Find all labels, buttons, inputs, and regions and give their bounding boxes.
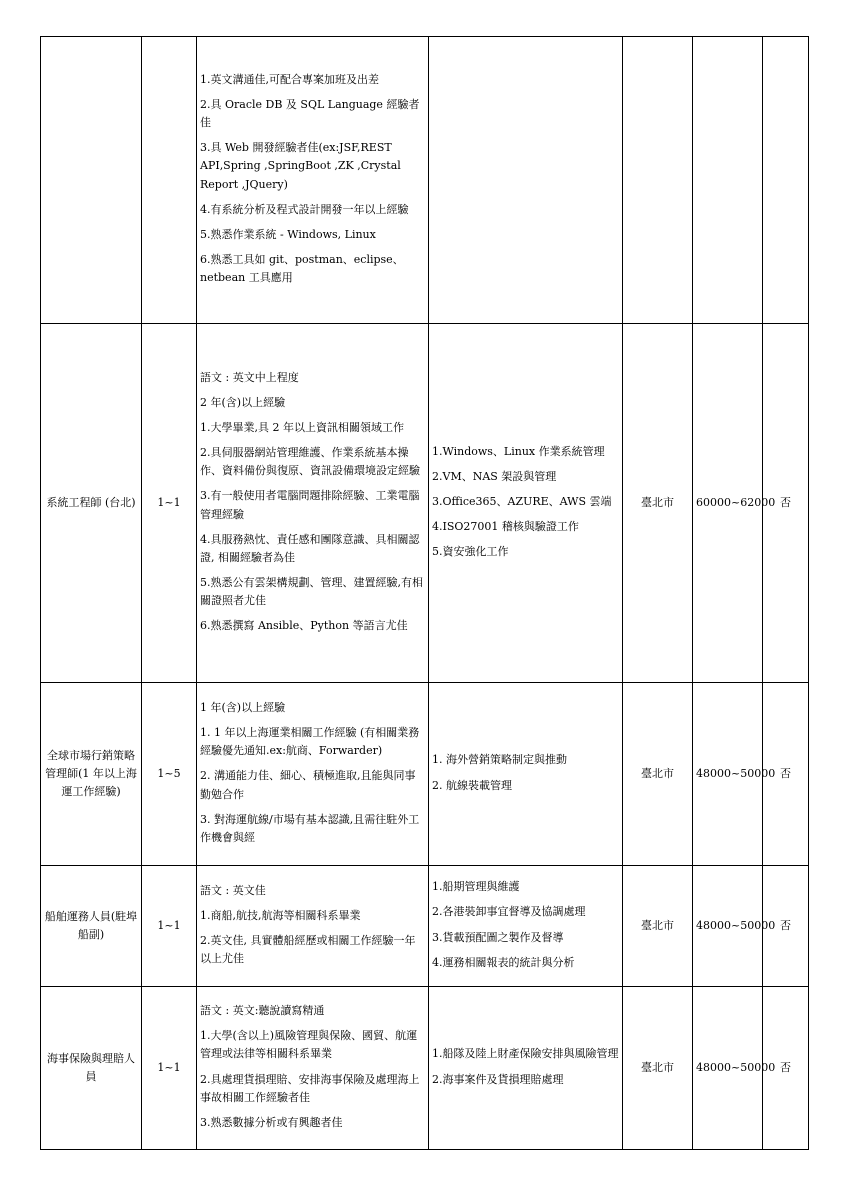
requirement-line: 1.英文溝通佳,可配合專案加班及出差 <box>200 72 379 86</box>
duty-line: 2.各港裝卸事宜督導及協調處理 <box>432 905 586 919</box>
table-row <box>41 37 809 324</box>
requirement-line: 3.熟悉數據分析或有興趣者佳 <box>200 1115 343 1129</box>
headcount-cell <box>142 37 197 324</box>
flag-cell: 否 <box>763 683 809 866</box>
flag-cell: 否 <box>763 324 809 683</box>
requirement-line: 4.有系統分析及程式設計開發一年以上經驗 <box>200 202 409 216</box>
duties-cell <box>429 324 623 683</box>
duties-cell <box>429 866 623 987</box>
requirement-line: 1.大學(含以上)風險管理與保險、國貿、航運管理或法律等相關科系畢業 <box>200 1029 418 1061</box>
job-title-cell: 系統工程師 (台北) <box>41 324 142 683</box>
duties-cell <box>429 683 623 866</box>
flag-cell: 否 <box>763 987 809 1150</box>
duty-line: 4.運務相關報表的統計與分析 <box>432 955 575 969</box>
requirements-cell <box>197 37 429 324</box>
location-cell <box>623 37 693 324</box>
requirement-line: 語文 : 英文中上程度 <box>200 370 299 384</box>
requirements-cell <box>197 683 429 866</box>
salary-cell: 60000~62000 <box>693 324 763 683</box>
flag-cell: 否 <box>763 866 809 987</box>
table-row <box>41 683 809 866</box>
headcount-cell: 1~1 <box>142 324 197 683</box>
requirement-line: 3.有一般使用者電腦問題排除經驗、工業電腦管理經驗 <box>200 489 420 521</box>
headcount-cell: 1~1 <box>142 866 197 987</box>
duty-line: 3.貨載預配圖之製作及督導 <box>432 930 564 944</box>
headcount-cell: 1~1 <box>142 987 197 1150</box>
duty-line: 2. 航線裝載管理 <box>432 778 512 792</box>
salary-cell: 48000~50000 <box>693 683 763 866</box>
location-cell: 臺北市 <box>623 683 693 866</box>
salary-cell <box>693 37 763 324</box>
requirement-line: 語文 : 英文:聽說讀寫精通 <box>200 1004 325 1018</box>
job-title-cell: 海事保險與理賠人員 <box>41 987 142 1150</box>
duty-line: 1.Windows、Linux 作業系統管理 <box>432 444 605 458</box>
requirements-cell <box>197 324 429 683</box>
duty-line: 2.海事案件及貨損理賠處理 <box>432 1072 564 1086</box>
duty-line: 1. 海外營銷策略制定與推動 <box>432 753 567 767</box>
salary-cell: 48000~50000 <box>693 987 763 1150</box>
requirement-line: 2.具 Oracle DB 及 SQL Language 經驗者佳 <box>200 97 420 130</box>
requirement-line: 5.熟悉作業系統 - Windows, Linux <box>200 227 376 241</box>
job-title-cell: 全球市場行銷策略管理師(1 年以上海運工作經驗) <box>41 683 142 866</box>
requirement-line: 1. 1 年以上海運業相關工作經驗 (有相關業務經驗優先通知.ex:航商、Forwarder) <box>200 726 420 758</box>
duties-cell <box>429 37 623 324</box>
duties-cell <box>429 987 623 1150</box>
requirements-cell <box>197 866 429 987</box>
requirement-line: 6.熟悉撰寫 Ansible、Python 等語言尤佳 <box>200 619 408 633</box>
requirements-cell <box>197 987 429 1150</box>
requirement-line: 6.熟悉工具如 git、postman、eclipse、netbean 工具應用 <box>200 252 404 285</box>
duty-line: 3.Office365、AZURE、AWS 雲端 <box>432 494 612 508</box>
duty-line: 4.ISO27001 稽核與驗證工作 <box>432 520 579 534</box>
requirement-line: 3. 對海運航線/市場有基本認識,且需往駐外工作機會與經 <box>200 812 420 844</box>
table-row <box>41 987 809 1150</box>
requirement-line: 1.商船,航技,航海等相關科系畢業 <box>200 908 361 922</box>
location-cell: 臺北市 <box>623 866 693 987</box>
job-title-cell: 船舶運務人員(駐埠船副) <box>41 866 142 987</box>
duty-line: 5.資安強化工作 <box>432 545 509 559</box>
duty-line: 1.船期管理與維護 <box>432 880 520 894</box>
duty-line: 1.船隊及陸上財產保險安排與風險管理 <box>432 1047 619 1061</box>
requirement-line: 5.熟悉公有雲架構規劃、管理、建置經驗,有相關證照者尤佳 <box>200 575 423 608</box>
duty-line: 2.VM、NAS 架設與管理 <box>432 469 557 483</box>
requirement-line: 2.具伺服器網站管理維護、作業系統基本操作、資料備份與復原、資訊設備環境設定經驗 <box>200 446 420 478</box>
job-listing-table <box>40 36 809 1150</box>
requirement-line: 4.具服務熱忱、責任感和團隊意識、具相關認證, 相關經驗者為佳 <box>200 532 420 564</box>
requirement-line: 2.英文佳, 具實體船經歷或相關工作經驗一年以上尤佳 <box>200 934 416 966</box>
flag-cell <box>763 37 809 324</box>
salary-cell: 48000~50000 <box>693 866 763 987</box>
requirement-line: 1 年(含)以上經驗 <box>200 701 286 714</box>
requirement-line: 1.大學畢業,具 2 年以上資訊相關領域工作 <box>200 420 404 434</box>
requirement-line: 2 年(含)以上經驗 <box>200 395 286 409</box>
requirement-line: 2.具處理貨損理賠、安排海事保險及處理海上事故相關工作經驗者佳 <box>200 1072 420 1104</box>
table-row <box>41 866 809 987</box>
requirement-line: 語文 : 英文佳 <box>200 883 266 897</box>
table-row <box>41 324 809 683</box>
requirement-line: 2. 溝通能力佳、細心、積極進取,且能與同事勤勉合作 <box>200 769 416 801</box>
requirement-line: 3.具 Web 開發經驗者佳(ex:JSF,REST API,Spring ,SpringBoot ,ZK ,Crystal Report ,JQuery) <box>200 141 401 191</box>
headcount-cell: 1~5 <box>142 683 197 866</box>
location-cell: 臺北市 <box>623 987 693 1150</box>
job-title-cell <box>41 37 142 324</box>
location-cell: 臺北市 <box>623 324 693 683</box>
